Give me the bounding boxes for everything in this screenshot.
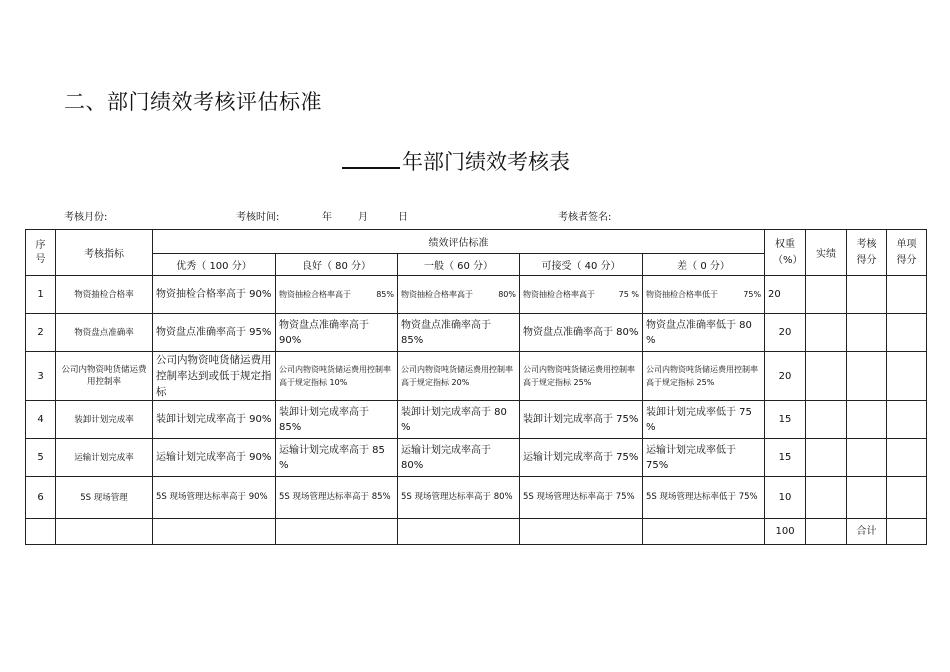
assessment-table (25, 229, 927, 545)
criteria-cell: 装卸计划完成率高于 85% (276, 401, 398, 439)
criteria-cell: 运输计划完成率高于 85 % (276, 439, 398, 477)
row-indicator: 物资盘点准确率 (56, 314, 153, 352)
year-blank-field[interactable] (342, 147, 400, 169)
criteria-cell: 运输计划完成率高于 75% (520, 439, 643, 477)
criteria-cell: 公司内物资吨货储运费用控制率达到或低于规定指标 (153, 352, 276, 401)
criteria-cell: 装卸计划完成率高于 75% (520, 401, 643, 439)
criteria-cell: 5S 现场管理达标率高于 80% (398, 477, 520, 519)
criteria-cell: 5S 现场管理达标率高于 85% (276, 477, 398, 519)
item-score-cell[interactable] (887, 276, 927, 314)
header-level-acceptable: 可接受（ 40 分） (520, 254, 643, 276)
row-seq: 4 (26, 401, 56, 439)
empty-cell (26, 519, 56, 545)
criteria-cell: 物资盘点准确率低于 80 % (643, 314, 765, 352)
row-weight: 15 (765, 401, 806, 439)
header-level-good: 良好（ 80 分） (276, 254, 398, 276)
empty-cell (153, 519, 276, 545)
criteria-cell: 物资抽检合格率高于 90% (153, 276, 276, 314)
criteria-cell: 物资盘点准确率高于 80% (520, 314, 643, 352)
criteria-cell: 运输计划完成率高于 90% (153, 439, 276, 477)
row-seq: 3 (26, 352, 56, 401)
table-row (26, 314, 927, 352)
header-indicator: 考核指标 (56, 230, 153, 276)
header-actual: 实绩 (806, 230, 847, 276)
row-weight: 20 (765, 314, 806, 352)
row-indicator: 物资抽检合格率 (56, 276, 153, 314)
empty-cell (398, 519, 520, 545)
criteria-cell: 物资盘点准确率高于 90% (276, 314, 398, 352)
assess-score-cell[interactable] (847, 314, 887, 352)
form-title-text: 年部门绩效考核表 (402, 150, 570, 174)
header-level-average: 一般（ 60 分） (398, 254, 520, 276)
item-score-cell[interactable] (887, 401, 927, 439)
row-seq: 1 (26, 276, 56, 314)
header-level-poor: 差（ 0 分） (643, 254, 765, 276)
header-seq: 序号 (26, 230, 56, 276)
header-item-score: 单项得分 (887, 230, 927, 276)
empty-cell (520, 519, 643, 545)
empty-cell (276, 519, 398, 545)
item-score-cell[interactable] (887, 439, 927, 477)
criteria-cell: 公司内物资吨货储运费用控制率高于规定指标 10% (276, 352, 398, 401)
table-row (26, 352, 927, 401)
item-score-cell[interactable] (887, 314, 927, 352)
total-score-cell[interactable] (887, 519, 927, 545)
criteria-cell: 运输计划完成率高于 80% (398, 439, 520, 477)
header-criteria-group: 绩效评估标准 (153, 230, 765, 254)
assess-time-label: 考核时间: (236, 212, 280, 223)
assess-score-cell[interactable] (847, 401, 887, 439)
criteria-cell: 物资抽检合格率低于 75% (643, 276, 765, 314)
criteria-cell: 5S 现场管理达标率高于 75% (520, 477, 643, 519)
actual-cell[interactable] (806, 439, 847, 477)
total-row (26, 519, 927, 545)
header-assess-score: 考核得分 (847, 230, 887, 276)
row-indicator: 运输计划完成率 (56, 439, 153, 477)
actual-cell[interactable] (806, 477, 847, 519)
header-level-excellent: 优秀（ 100 分） (153, 254, 276, 276)
year-label: 年 (322, 212, 332, 223)
row-indicator: 5S 现场管理 (56, 477, 153, 519)
section-heading: 二、部门绩效考核评估标准 (64, 90, 322, 114)
criteria-cell: 物资抽检合格率高于 75 % (520, 276, 643, 314)
row-seq: 2 (26, 314, 56, 352)
table-row (26, 477, 927, 519)
item-score-cell[interactable] (887, 352, 927, 401)
item-score-cell[interactable] (887, 477, 927, 519)
criteria-cell: 装卸计划完成率低于 75 % (643, 401, 765, 439)
actual-cell[interactable] (806, 352, 847, 401)
row-seq: 6 (26, 477, 56, 519)
form-title (342, 146, 570, 176)
assess-score-cell[interactable] (847, 352, 887, 401)
month-label: 月 (358, 212, 368, 223)
empty-cell (643, 519, 765, 545)
total-weight: 100 (765, 519, 806, 545)
signer-label: 考核者签名: (558, 212, 612, 223)
assess-score-cell[interactable] (847, 477, 887, 519)
criteria-cell: 运输计划完成率低于 75% (643, 439, 765, 477)
actual-cell[interactable] (806, 401, 847, 439)
criteria-cell: 公司内物资吨货储运费用控制率高于规定指标 20% (398, 352, 520, 401)
row-indicator: 装卸计划完成率 (56, 401, 153, 439)
criteria-cell: 物资抽检合格率高于 85% (276, 276, 398, 314)
criteria-cell: 5S 现场管理达标率低于 75% (643, 477, 765, 519)
actual-cell[interactable] (806, 276, 847, 314)
criteria-cell: 装卸计划完成率高于 90% (153, 401, 276, 439)
assess-score-cell[interactable] (847, 439, 887, 477)
row-indicator: 公司内物资吨货储运费用控制率 (56, 352, 153, 401)
criteria-cell: 5S 现场管理达标率高于 90% (153, 477, 276, 519)
criteria-cell: 装卸计划完成率高于 80 % (398, 401, 520, 439)
criteria-cell: 物资盘点准确率高于 85% (398, 314, 520, 352)
table-row (26, 401, 927, 439)
row-weight: 10 (765, 477, 806, 519)
criteria-cell: 公司内物资吨货储运费用控制率高于规定指标 25% (520, 352, 643, 401)
header-weight: 权重（%） (765, 230, 806, 276)
row-seq: 5 (26, 439, 56, 477)
actual-total-cell[interactable] (806, 519, 847, 545)
assess-month-label: 考核月份: (64, 212, 108, 223)
table-row (26, 439, 927, 477)
actual-cell[interactable] (806, 314, 847, 352)
row-weight: 15 (765, 439, 806, 477)
row-weight: 20 (765, 352, 806, 401)
assess-score-cell[interactable] (847, 276, 887, 314)
total-label: 合计 (847, 519, 887, 545)
table-row (26, 276, 927, 314)
row-weight: 20 (765, 276, 806, 314)
criteria-cell: 物资盘点准确率高于 95% (153, 314, 276, 352)
criteria-cell: 公司内物资吨货储运费用控制率高于规定指标 25% (643, 352, 765, 401)
day-label: 日 (398, 212, 408, 223)
empty-cell (56, 519, 153, 545)
criteria-cell: 物资抽检合格率高于 80% (398, 276, 520, 314)
